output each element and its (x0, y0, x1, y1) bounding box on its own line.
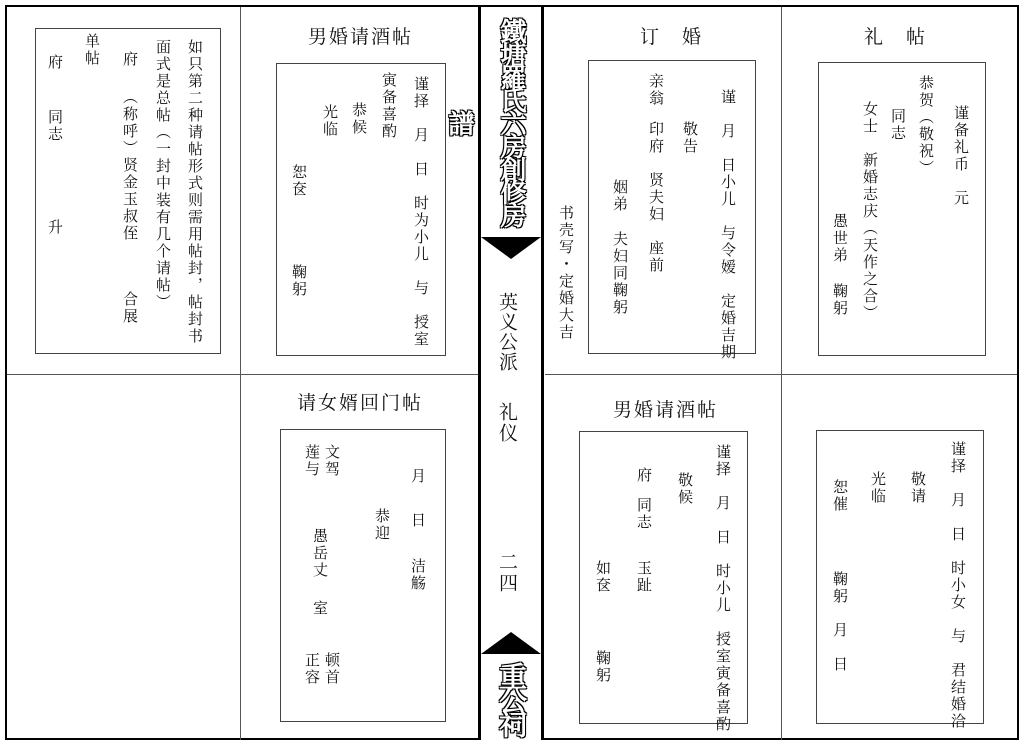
return-line-1c: 洁觞 (409, 558, 427, 592)
return-line-5b: 正容 (303, 652, 321, 686)
spine-branch: 英义公派 (496, 292, 518, 372)
note-line-2: 面式是总帖（一封中装有几个请帖） (154, 39, 172, 311)
divider-vertical-left (240, 7, 241, 740)
engagement-card (588, 60, 756, 361)
return-line-3a: 文驾 (323, 444, 341, 478)
return-line-3b: 莲与 (303, 444, 321, 478)
groom-banquet-line-1: 谨择 月 日 时为小儿 与 授室 (412, 76, 430, 348)
bride-banquet-card (816, 430, 984, 730)
engagement-title: 订 婚 (640, 26, 704, 48)
gift-line-2: 恭贺（敬祝） (917, 75, 935, 177)
single-card-comrade: 同志 (46, 109, 64, 143)
note-line-1: 如只第二种请帖形式则需用帖封，帖封书 (186, 39, 204, 345)
gift-line-5b: 鞠躬 (831, 283, 849, 317)
return-line-4b: 室 (311, 600, 329, 617)
groom-banquet-bottom-card (579, 431, 748, 733)
spine-section: 礼仪 (496, 402, 518, 444)
groom-bottom-line-2: 敬候 (676, 472, 694, 506)
envelope-open: 合展 (121, 291, 139, 325)
envelope-address: （称呼）贤金玉叔侄 (121, 89, 139, 242)
bride-banquet-line-1: 谨择 月 日 时小女 与 君结婚洽 (949, 441, 967, 730)
single-card-label: 单帖 (83, 33, 101, 67)
return-line-5a: 顿首 (323, 652, 341, 686)
bride-banquet-line-4b: 鞠躬 月 日 (831, 571, 849, 673)
spine-title: 鐵塘羅氏六房創修房譜 (444, 18, 526, 225)
engagement-line-3b: 印府 贤夫妇 座前 (647, 121, 665, 274)
book-spine (444, 7, 544, 740)
return-line-2: 恭迎 (373, 508, 391, 542)
gift-card-title: 礼 帖 (864, 26, 928, 48)
bride-banquet-line-4a: 恕催 (831, 479, 849, 513)
gift-card (818, 62, 986, 356)
return-line-4a: 愚岳丈 (311, 528, 329, 579)
son-in-law-return-card (280, 429, 446, 722)
gift-line-4: 女士 新婚志庆（天作之合） (861, 101, 879, 322)
return-line-1b: 日 (409, 512, 427, 529)
single-card-fu: 府 (46, 54, 64, 71)
son-in-law-return-title: 请女婿回门帖 (297, 392, 424, 414)
groom-bottom-line-3b: 同志 (635, 497, 653, 531)
single-card (35, 28, 221, 354)
groom-banquet-title: 男婚请酒帖 (308, 26, 414, 48)
groom-banquet-line-4: 光临 (321, 104, 339, 138)
engagement-line-4b: 夫妇同鞠躬 (611, 231, 629, 316)
engagement-line-2: 敬告 (681, 121, 699, 155)
spine-ornament-top (481, 237, 541, 259)
groom-banquet-line-5a: 恕奁 (290, 164, 308, 198)
spine-page-number: 二四 (496, 552, 518, 594)
gift-line-1: 谨备礼币 元 (952, 105, 970, 207)
engagement-cover-note: 书壳写・定婚大吉 (557, 205, 575, 341)
groom-banquet-bottom-title: 男婚请酒帖 (613, 399, 719, 421)
groom-banquet-card (276, 63, 446, 356)
spine-hall-name: 重公祠 (495, 662, 528, 734)
gift-line-5a: 愚世弟 (831, 213, 849, 264)
engagement-line-1: 谨 月 日小儿 与令嫒 定婚吉期 (719, 89, 737, 361)
gift-line-3: 同志 (889, 108, 907, 142)
spine-ornament-bottom (481, 632, 541, 654)
return-line-1a: 月 (409, 468, 427, 485)
engagement-line-3a: 亲翁 (647, 73, 665, 107)
bride-banquet-line-2: 敬请 (909, 471, 927, 505)
groom-bottom-line-1: 谨择 月 日 时小儿 授室寅备喜酌 (714, 444, 732, 733)
engagement-line-4a: 姻弟 (611, 179, 629, 213)
groom-banquet-line-3: 恭候 (350, 102, 368, 136)
groom-banquet-line-2: 寅备喜酌 (380, 72, 398, 140)
groom-bottom-line-3a: 府 (635, 467, 653, 484)
groom-bottom-line-3c: 玉趾 (635, 560, 653, 594)
single-card-sheng: 升 (46, 219, 64, 236)
groom-banquet-line-5b: 鞠躬 (290, 264, 308, 298)
groom-bottom-line-4b: 鞠躬 (594, 650, 612, 684)
groom-bottom-line-4a: 如奁 (594, 560, 612, 594)
envelope-fu: 府 (121, 51, 139, 68)
bride-banquet-line-3: 光临 (869, 471, 887, 505)
divider-horizontal-left (7, 374, 478, 375)
divider-vertical-right (781, 7, 782, 740)
